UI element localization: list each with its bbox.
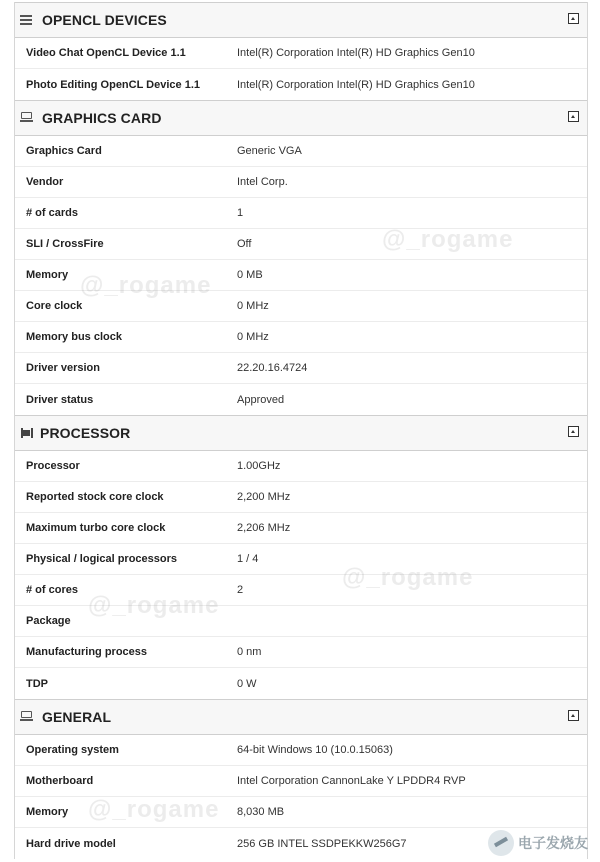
row-label: Video Chat OpenCL Device 1.1 (26, 47, 186, 59)
row-label: Memory (26, 269, 69, 281)
row-label: SLI / CrossFire (26, 238, 104, 250)
table-row (15, 69, 587, 100)
table-row (15, 38, 587, 69)
table-row (15, 167, 587, 198)
section-processor (15, 415, 587, 699)
table-row (15, 136, 587, 167)
row-value: 2,206 MHz (237, 522, 291, 534)
section-opencl-devices (15, 2, 587, 100)
table-row (15, 797, 587, 828)
row-value: Approved (237, 393, 285, 406)
collapse-toggle-icon[interactable] (568, 111, 579, 122)
section-title: GRAPHICS CARD (42, 110, 162, 126)
section-title: OPENCL DEVICES (42, 12, 167, 28)
row-label: Manufacturing process (26, 646, 148, 658)
row-value: Generic VGA (237, 145, 302, 157)
row-value: 2 (237, 584, 244, 596)
table-row (15, 544, 587, 575)
section-title: GENERAL (42, 709, 112, 725)
logo-text: 电子发烧友 (518, 835, 588, 851)
spec-panel (14, 2, 588, 859)
row-value: 0 MHz (237, 331, 269, 343)
section-title: PROCESSOR (40, 425, 131, 441)
table-row (15, 198, 587, 229)
row-value: 64-bit Windows 10 (10.0.15063) (237, 744, 393, 756)
table-row (15, 353, 587, 384)
row-label: Reported stock core clock (26, 491, 164, 503)
row-value: 22.20.16.4724 (237, 362, 308, 374)
row-value: 1 (237, 207, 244, 219)
site-logo (488, 830, 588, 856)
table-row (15, 606, 587, 637)
collapse-toggle-icon[interactable] (568, 426, 579, 437)
monitor-icon (20, 112, 34, 124)
row-label: Physical / logical processors (26, 553, 178, 565)
table-row (15, 260, 587, 291)
section-graphics-card (15, 100, 587, 415)
table-row (15, 735, 587, 766)
row-value: 8,030 MB (237, 806, 285, 818)
section-header[interactable] (15, 699, 587, 735)
row-value: Intel(R) Corporation Intel(R) HD Graphics Gen10 (237, 47, 475, 59)
table-row (15, 668, 587, 699)
table-row (15, 637, 587, 668)
row-value: 0 W (237, 677, 257, 690)
table-row (15, 482, 587, 513)
table-row (15, 229, 587, 260)
table-row (15, 384, 587, 415)
row-value: 0 MB (237, 269, 263, 281)
laptop-icon (20, 711, 34, 723)
row-label: Maximum turbo core clock (26, 522, 166, 534)
table-row (15, 291, 587, 322)
row-value: 0 nm (237, 646, 262, 658)
row-value: 256 GB INTEL SSDPEKKW256G7 (237, 837, 407, 850)
row-value: 1 / 4 (237, 553, 259, 565)
row-label: # of cores (26, 584, 78, 596)
table-row (15, 766, 587, 797)
table-row (15, 451, 587, 482)
section-header[interactable] (15, 2, 587, 38)
row-label: Processor (26, 460, 80, 472)
row-label: Core clock (26, 300, 83, 312)
collapse-toggle-icon[interactable] (568, 710, 579, 721)
row-value: Intel(R) Corporation Intel(R) HD Graphics Gen10 (237, 78, 475, 91)
row-label: Hard drive model (26, 837, 116, 850)
list-icon (20, 14, 34, 26)
row-label: Package (26, 615, 71, 627)
row-label: Motherboard (26, 775, 94, 787)
row-label: Vendor (26, 176, 64, 188)
row-label: Photo Editing OpenCL Device 1.1 (26, 78, 200, 91)
table-row (15, 513, 587, 544)
section-header[interactable] (15, 415, 587, 451)
row-label: TDP (26, 677, 48, 690)
row-label: Graphics Card (26, 145, 102, 157)
row-value: 0 MHz (237, 300, 269, 312)
row-label: Memory bus clock (26, 331, 122, 343)
row-label: # of cards (26, 207, 78, 219)
row-value: Off (237, 238, 252, 250)
logo-icon (488, 830, 514, 856)
collapse-toggle-icon[interactable] (568, 13, 579, 24)
row-value: 2,200 MHz (237, 491, 291, 503)
table-row (15, 322, 587, 353)
chip-icon (20, 428, 32, 438)
row-value: 1.00GHz (237, 460, 281, 472)
row-value: Intel Corporation CannonLake Y LPDDR4 RVP (237, 775, 466, 787)
table-row (15, 575, 587, 606)
row-label: Operating system (26, 744, 119, 756)
section-header[interactable] (15, 100, 587, 136)
row-value: Intel Corp. (237, 176, 288, 188)
row-label: Memory (26, 806, 69, 818)
row-label: Driver version (26, 362, 100, 374)
row-label: Driver status (26, 393, 94, 406)
